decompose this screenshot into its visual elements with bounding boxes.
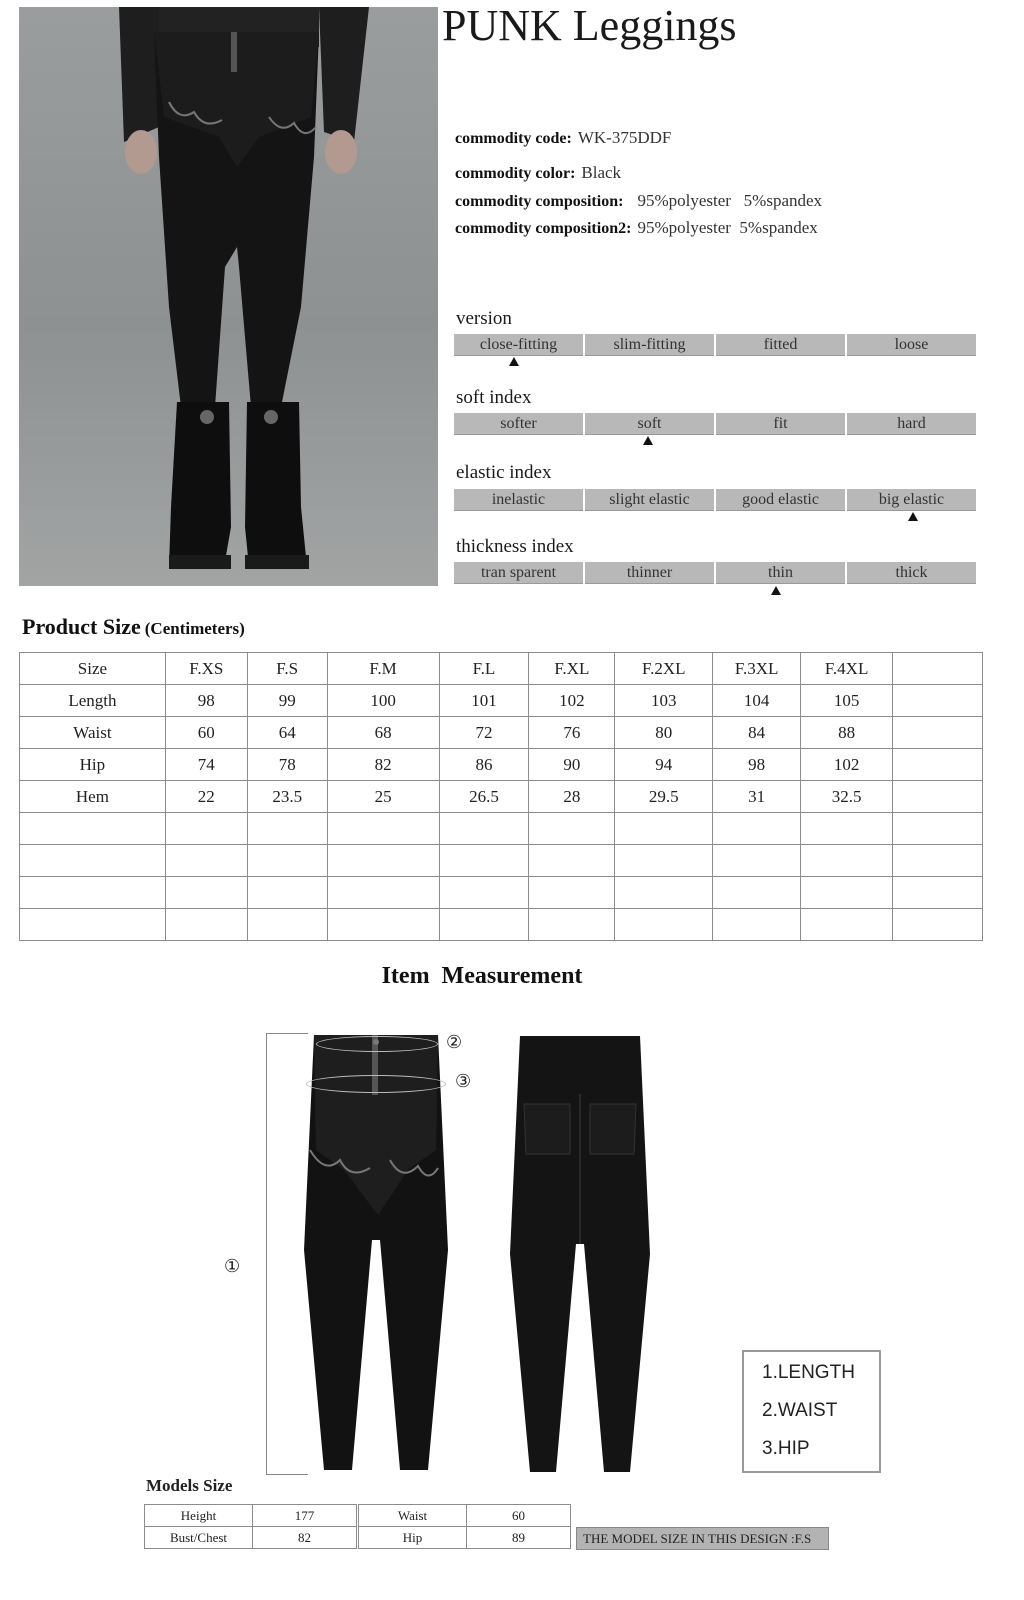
spec-value: Black [581,163,622,182]
table-cell: 82 [327,749,439,781]
model-label: Waist [359,1505,467,1527]
table-row [20,749,983,781]
table-cell: 31 [713,781,801,813]
column-header: F.4XL [801,653,893,685]
table-cell [893,685,983,717]
table-cell [529,813,615,845]
table-cell: 60 [165,717,247,749]
spec-composition [455,191,822,211]
table-cell: 105 [801,685,893,717]
table-cell [439,845,529,877]
column-header: F.3XL [713,653,801,685]
table-cell: 25 [327,781,439,813]
model-value: 177 [253,1505,357,1527]
front-view-diagram [300,1030,450,1480]
row-label [20,845,166,877]
elastic-index-label: elastic index [456,462,552,483]
table-cell [529,877,615,909]
table-cell: 101 [439,685,529,717]
table-cell: 80 [615,717,713,749]
scale-option: inelastic [454,489,583,511]
table-cell: 22 [165,781,247,813]
scale-option: tran sparent [454,562,583,584]
table-cell [893,717,983,749]
row-label [20,813,166,845]
spec-label: commodity composition: [455,193,624,210]
models-table-left [144,1504,357,1549]
hip-ellipse [306,1075,446,1093]
scale-option: thin [716,562,845,584]
table-cell [615,877,713,909]
scale-option: loose [847,334,976,356]
model-value: 89 [467,1527,571,1549]
table-cell [713,877,801,909]
selected-marker-icon [509,357,519,366]
table-cell [327,877,439,909]
table-cell [713,813,801,845]
scale-option: big elastic [847,489,976,511]
size-table-unit: (Centimeters) [144,619,245,638]
table-cell: 29.5 [615,781,713,813]
table-cell [165,909,247,941]
table-row [20,877,983,909]
row-label: Hip [20,749,166,781]
models-size-title: Models Size [146,1476,233,1495]
table-cell: 94 [615,749,713,781]
column-header: F.2XL [615,653,713,685]
column-header [893,653,983,685]
table-cell [439,909,529,941]
scale-option: thinner [585,562,714,584]
column-header: F.M [327,653,439,685]
table-cell: 104 [713,685,801,717]
row-label [20,877,166,909]
table-cell [615,909,713,941]
scale-option: soft [585,413,714,435]
spec-label: commodity color: [455,165,576,182]
table-cell [893,877,983,909]
table-row [20,845,983,877]
column-header: F.L [439,653,529,685]
table-cell: 102 [529,685,615,717]
product-title: PUNK Leggings [442,1,737,50]
table-cell: 68 [327,717,439,749]
table-cell [165,813,247,845]
product-photo [19,7,438,586]
column-header: Size [20,653,166,685]
thickness-index-label: thickness index [456,536,574,557]
table-cell: 100 [327,685,439,717]
table-row [20,909,983,941]
table-cell [893,781,983,813]
model-value: 82 [253,1527,357,1549]
table-row [20,781,983,813]
selected-marker-icon [771,586,781,595]
table-cell [327,845,439,877]
table-cell: 102 [801,749,893,781]
table-cell: 88 [801,717,893,749]
table-cell [893,813,983,845]
table-cell [165,877,247,909]
version-label: version [456,308,512,329]
measurement-title: Item Measurement [381,963,583,989]
scale-option: fitted [716,334,845,356]
table-cell [529,845,615,877]
column-header: F.XL [529,653,615,685]
measurement-legend [742,1350,881,1473]
spec-code [455,128,671,148]
column-header: F.S [247,653,327,685]
row-label: Length [20,685,166,717]
legend-item: 3.HIP [762,1438,810,1459]
table-cell [439,877,529,909]
legend-item: 2.WAIST [762,1400,838,1421]
scale-option: close-fitting [454,334,583,356]
models-table-right [358,1504,571,1549]
spec-value: 95%polyester 5%spandex [637,218,818,237]
model-value: 60 [467,1505,571,1527]
row-label: Hem [20,781,166,813]
table-cell: 26.5 [439,781,529,813]
table-cell [439,813,529,845]
table-cell: 72 [439,717,529,749]
spec-label: commodity composition2: [455,220,632,237]
row-label: Waist [20,717,166,749]
spec-value: 95%polyester 5%spandex [637,191,823,210]
table-cell: 32.5 [801,781,893,813]
scale-option: softer [454,413,583,435]
table-cell: 23.5 [247,781,327,813]
scale-option: thick [847,562,976,584]
model-label: Height [145,1505,253,1527]
size-table-title [22,614,245,640]
table-cell: 74 [165,749,247,781]
table-cell [893,845,983,877]
table-cell [801,877,893,909]
table-cell [801,813,893,845]
table-cell [893,909,983,941]
legend-item: 1.LENGTH [762,1362,855,1383]
table-cell [327,813,439,845]
table-cell [893,749,983,781]
table-cell [247,813,327,845]
table-cell [529,909,615,941]
spec-color [455,163,621,183]
length-guide-line [266,1033,267,1475]
version-scale [454,334,976,356]
table-cell [615,813,713,845]
model-label: Hip [359,1527,467,1549]
spec-label: commodity code: [455,130,572,147]
table-cell [615,845,713,877]
scale-option: slight elastic [585,489,714,511]
table-cell [713,845,801,877]
table-cell [801,845,893,877]
table-cell [801,909,893,941]
scale-option: hard [847,413,976,435]
table-cell: 98 [713,749,801,781]
hip-marker: ③ [455,1071,472,1092]
size-table-header [20,653,983,685]
back-view-diagram [500,1034,660,1480]
selected-marker-icon [643,436,653,445]
table-cell: 90 [529,749,615,781]
size-table [19,652,983,941]
table-cell: 64 [247,717,327,749]
table-row [20,685,983,717]
table-cell [247,877,327,909]
scale-option: fit [716,413,845,435]
scale-option: good elastic [716,489,845,511]
table-cell [247,909,327,941]
selected-marker-icon [908,512,918,521]
model-size-note: THE MODEL SIZE IN THIS DESIGN :F.S [576,1527,829,1550]
table-row [20,717,983,749]
table-cell [713,909,801,941]
table-row [20,813,983,845]
column-header: F.XS [165,653,247,685]
spec-composition2 [455,218,818,238]
elastic-index-scale [454,489,976,511]
spec-value: WK-375DDF [577,128,672,147]
table-cell [327,909,439,941]
table-cell: 78 [247,749,327,781]
thickness-index-scale [454,562,976,584]
table-cell: 86 [439,749,529,781]
table-cell [165,845,247,877]
table-cell: 84 [713,717,801,749]
soft-index-scale [454,413,976,435]
model-label: Bust/Chest [145,1527,253,1549]
table-cell: 103 [615,685,713,717]
soft-index-label: soft index [456,387,532,408]
row-label [20,909,166,941]
scale-option: slim-fitting [585,334,714,356]
table-cell [247,845,327,877]
table-cell: 28 [529,781,615,813]
table-cell: 98 [165,685,247,717]
size-table-heading: Product Size [22,614,141,639]
length-marker: ① [224,1256,241,1277]
waist-marker: ② [446,1032,463,1053]
waist-ellipse [316,1036,438,1052]
table-cell: 99 [247,685,327,717]
table-cell: 76 [529,717,615,749]
